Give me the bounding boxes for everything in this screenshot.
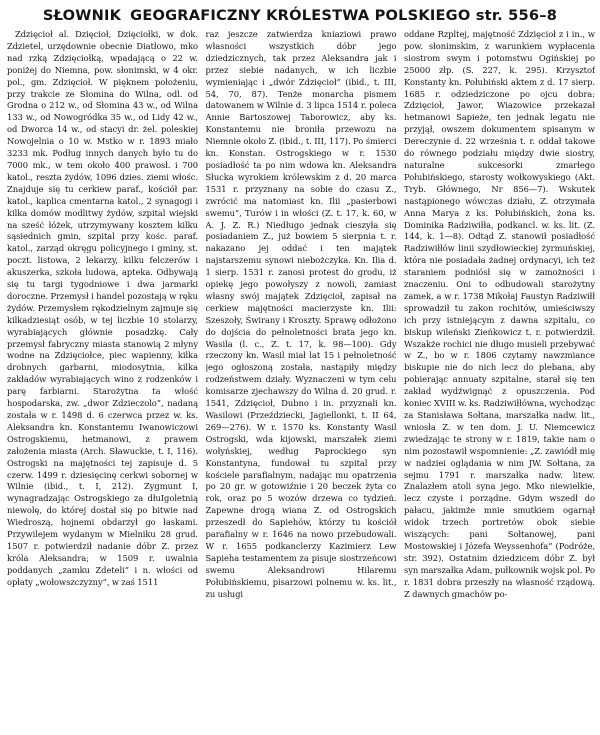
header-title-left: SŁOWNIK — [42, 7, 122, 24]
text-columns — [7, 29, 595, 729]
column-2 — [206, 29, 397, 729]
column-2-paragraph: raz jeszcze zatwierdza kniaziowi prawo własności wszystkich dóbr jego dziedzicznych, tak przez Aleksandra jak i przez siebie nadanych, w ich liczbie wymieniając i „dwór Zdzięcioł” (ibid., t. III, 54, 70, 87). Tenże monarcha pismem datowanem w Wilnie d. 3 lipca 1514 r. poleca Annie Bartoszowej Taborowicz, aby ks. Konstantemu nie broniła przewozu na Niemnie około Z. (ibid., t. III, 117). Po śmierci kn. Konstan. Ostrogskiego w r. 1530 posiadłość ta po nim wdowa kn. Aleksandra Słucka wyrokiem królewskim z d. 20 marca 1531 r. przyznany na sobie do czasu Z., zwrócić ma natomiast kn. Ilii „pasierbowi swemu”, Turów i in włości (Z. t. 17, k. 60, w A. J. Z. R.) Niedługo jednak cieszyła się posiadaniem Z., już bowiem 5 sierpnia t. r. nakazano jej oddać i ten majątek najstarszemu synowi niebożczyka. Kn. Ilia d. 1 sierp. 1531 r. zanosi protest do grodu, iż opiekę jego powołyszy z nowoli, zamiast własny swój majątek Zdzięcioł, zapisał na cerkiew majętności macierzyste kn. Ilii: Szeszoły, Świrany i Kroszty. Sprawę odłożono do dojścia do pełnoletności brata jego kn. Wasila (l. c., Z. t. 17, k. 98—100). Gdy rzeczony kn. Wasil miał lat 15 i pełnoletność jego ogłoszoną została, nastąpiły między rodzeństwem działy. Wyznaczeni w tym celu komisarze zjechawszy do Wilna d. 20 grud. r. 1541, Zdzięcioł, Dubno i in. przyznali kn. Wasilowi (Przeździecki, Jagiellonki, t. II 64, 269—276). W r. 1570 ks. Konstanty Wasil Ostrogski, wda kijowski, marszałek ziemi wołyńskiej, według Paprockiego syn Konstantyna, fundował tu szpital przy kościele parafialnym, nadając mu opatrzenia po 20 gr. w gotowiźnie i 20 beczek żyta co rok, oraz po 5 wozów drzewa co tydzień. Zapewne drogą wiana Z. od Ostrogskich przeszedł do Sapiehów, którzy tu kościół parafialny w r. 1646 na nowo przebudowali. W r. 1655 podkanclerzy Kazimierz Lew Sapieha testamentem za pisuje siostrzeńcowi swemu Aleksandrowi Hilaremu Połubińskiemu, pisarzowi polnemu w. ks. lit., zu usługi — [205, 29, 397, 599]
column-3-paragraph: oddane Rzpltej, majętność Zdzięcioł z i in., w pow. słonimskim, z warunkiem wypłacenia siostrom swym i potomstwu Ogińskiej po 25000 złp. (S. 227, k. 295). Krzysztof Konstanty kn. Połubiński aktem z d. 17 sierp. 1685 r. odziedziczone po ojcu dobra: Zdzięcioł, Jawor, Wiazowice przekazał hetmanowi Sapieże, ten jednak legatu nie przyjął, owszem dokumentem spisanym w Dereczynie d. 22 września t. r. oddał takowe do równego podziału między dwie siostry, naturalne sukcesorki zmarłego Połubińskiego, starosty wołkowyskiego (Akt. Tryb. Głównego, Nr 856—7). Wskutek nastąpionego wówczas działu, Z. otrzymała Anna Marya z ks. Połubińskich, żona ks. Dominika Radziwiłła, podkancl. w. ks. lit. (Z. 144, k. 1—8). Odtąd Z. stanowił posiadłość Radziwiłłów linii szydłowieckiej żyrmuńskiej, która nie posiadała żadnej ordynacyi, ich też staraniem podniósł się w zamożności i znaczeniu. Oni to odbudowali starożytny zamek, a w r. 1738 Mikołaj Faustyn Radziwiłł sprowadził tu zakon rochitów, umieściwszy ich przy istniejącym z dawna szpitalu, co biskup wileński Zieńkowicz t. r. potwierdził. Wszakże rochici nie długo musieli przebywać w Z., bo w r. 1806 czytamy nawzmiance biskupie nie do nich lecz do plebana, aby pobierając annuaty szpitalne, starał się ten zakład wydźwignąć z opuszczenia. Pod koniec XVIII w. ks. Radziwiłłówna, wychodząc za Stanisława Sołtana, marszałka nadw. lit., wniosła Z. w ten dom. J. U. Niemcewicz zwiedzając te strony w r. 1819, takie nam o nim pozostawił wspomnienie: „Z. zawiódł mię w nadziei oglądania w nim JW. Sołtana, za sejmu 1791 r. marszałka nadw. litew. Znalazłem atoli syna jego. Mko niewielkie, lecz czyste i porządne. Gdym wszedł do pałacu, jakimże mnie smutkiem ogarnął widok trzech portretów obok siebie wiszących: pani Sołtanowej, pani Mostowskiej i Józefa Weyssenhofa” (Podróże, str. 392). Ostatnim dziedzicem dóbr Z. był syn marszałka Adam, pułkownik wojsk pol. Po r. 1831 dobra przeszły na własność rządową. Z dawnych gmachów po- — [404, 29, 595, 599]
header-page-ref: str. 556–8 — [475, 7, 558, 24]
column-1 — [7, 29, 198, 729]
header-title-main: GEOGRAFICZNY KRÓLESTWA POLSKIEGO — [130, 7, 471, 24]
column-1-paragraph: Zdzięcioł al. Dzięcioł, Dzięciołki, w dok. Zdzietel, urzędownie obecnie Diatłowo, mko nad rzką Zdzięciołką, wpadającą o 22 w. poniżej do Niemna, pow. słonimski, w 4 okr. pol., gm. Zdzięcioł. W pięknem położeniu, przy trakcie ze Słomina do Wilna, odl. od Grodna o 212 w., od Słomina 43 w., od Wilna 133 w., od Nowogródka 35 w., od Lidy 42 w., od Dworca 14 w., od stacyi dr. żel. poleskiej Nowojelnia o 10 w. Mstko w r. 1893 miało 3233 mk. Podług innych danych było tu do 7000 mk., w tem około 400 prawosł. i 700 katol., reszta żydów, 1096 dzies. ziemi włośc. Znajduje się tu cerkiew paraf., kościół par. katol., kaplica cmentarna katol., 2 synagogi i kilka domów modlitwy żydów, szpital wiejski na sześć łóżek, utrzymywany kosztem kilku sąsiednich gmin, szpital przy kośc. paraf. katol., zarząd okręgu policyjnego i gminy, st. poczt. listowa, 2 lekarzy, kilku felczerów i akuszerka, szkoła ludowa, apteka. Odbywają się tu targi tygodniowe i dwa jarmarki doroczne. Przemysł i handel pozostają w ręku żydów. Przemysłem rękodzielnym zajmuje się kilkadziesiąt osób, w tej liczbie 10 stolarzy, wyrabiających głównie posadzkę. Cały przemysł fabryczny miasta stanowią 2 młyny wodne na Zdzięciołce, piec wapienny, kilka drobnych garbarni, miodosytnia, kilka zakładów wyrabiających wino z rodzenków i parę farbiarni. Starożytna ta włość hospodarska, zw. „dwor Zdzieczolo”, nadaną została w r. 1498 d. 6 czerwca przez w. ks. Aleksandra kn. Konstantemu Iwanowiczowi Ostrogskiemu, hetmanowi, z prawem założenia miasta (Arch. Sławuckie, t. I, 116). Ostrogski na majętności tej zapisuje d. 5 czerw. 1499 r. dziesięcinę cerkwi sobornej w Wilnie (ibid., t. I, 212). Zygmunt I, wynagradzając Ostrogskiego za dłuIgoletnią niewolę, do której dostał się po bitwie nad Wiedroszą, hojnemi obdarzył go łaskami. Przywilejem wydanym w Mielniku 28 grud. 1507 r. potwierdził nadanie dóbr Z. przez króla Aleksandra; w 1509 r. uwalnia poddanych „zamku Zdeteli” i n. włości od opłaty „wołowszczyzny”, w zaś 1511 — [7, 29, 198, 587]
running-header — [7, 6, 593, 26]
column-3 — [404, 29, 595, 729]
